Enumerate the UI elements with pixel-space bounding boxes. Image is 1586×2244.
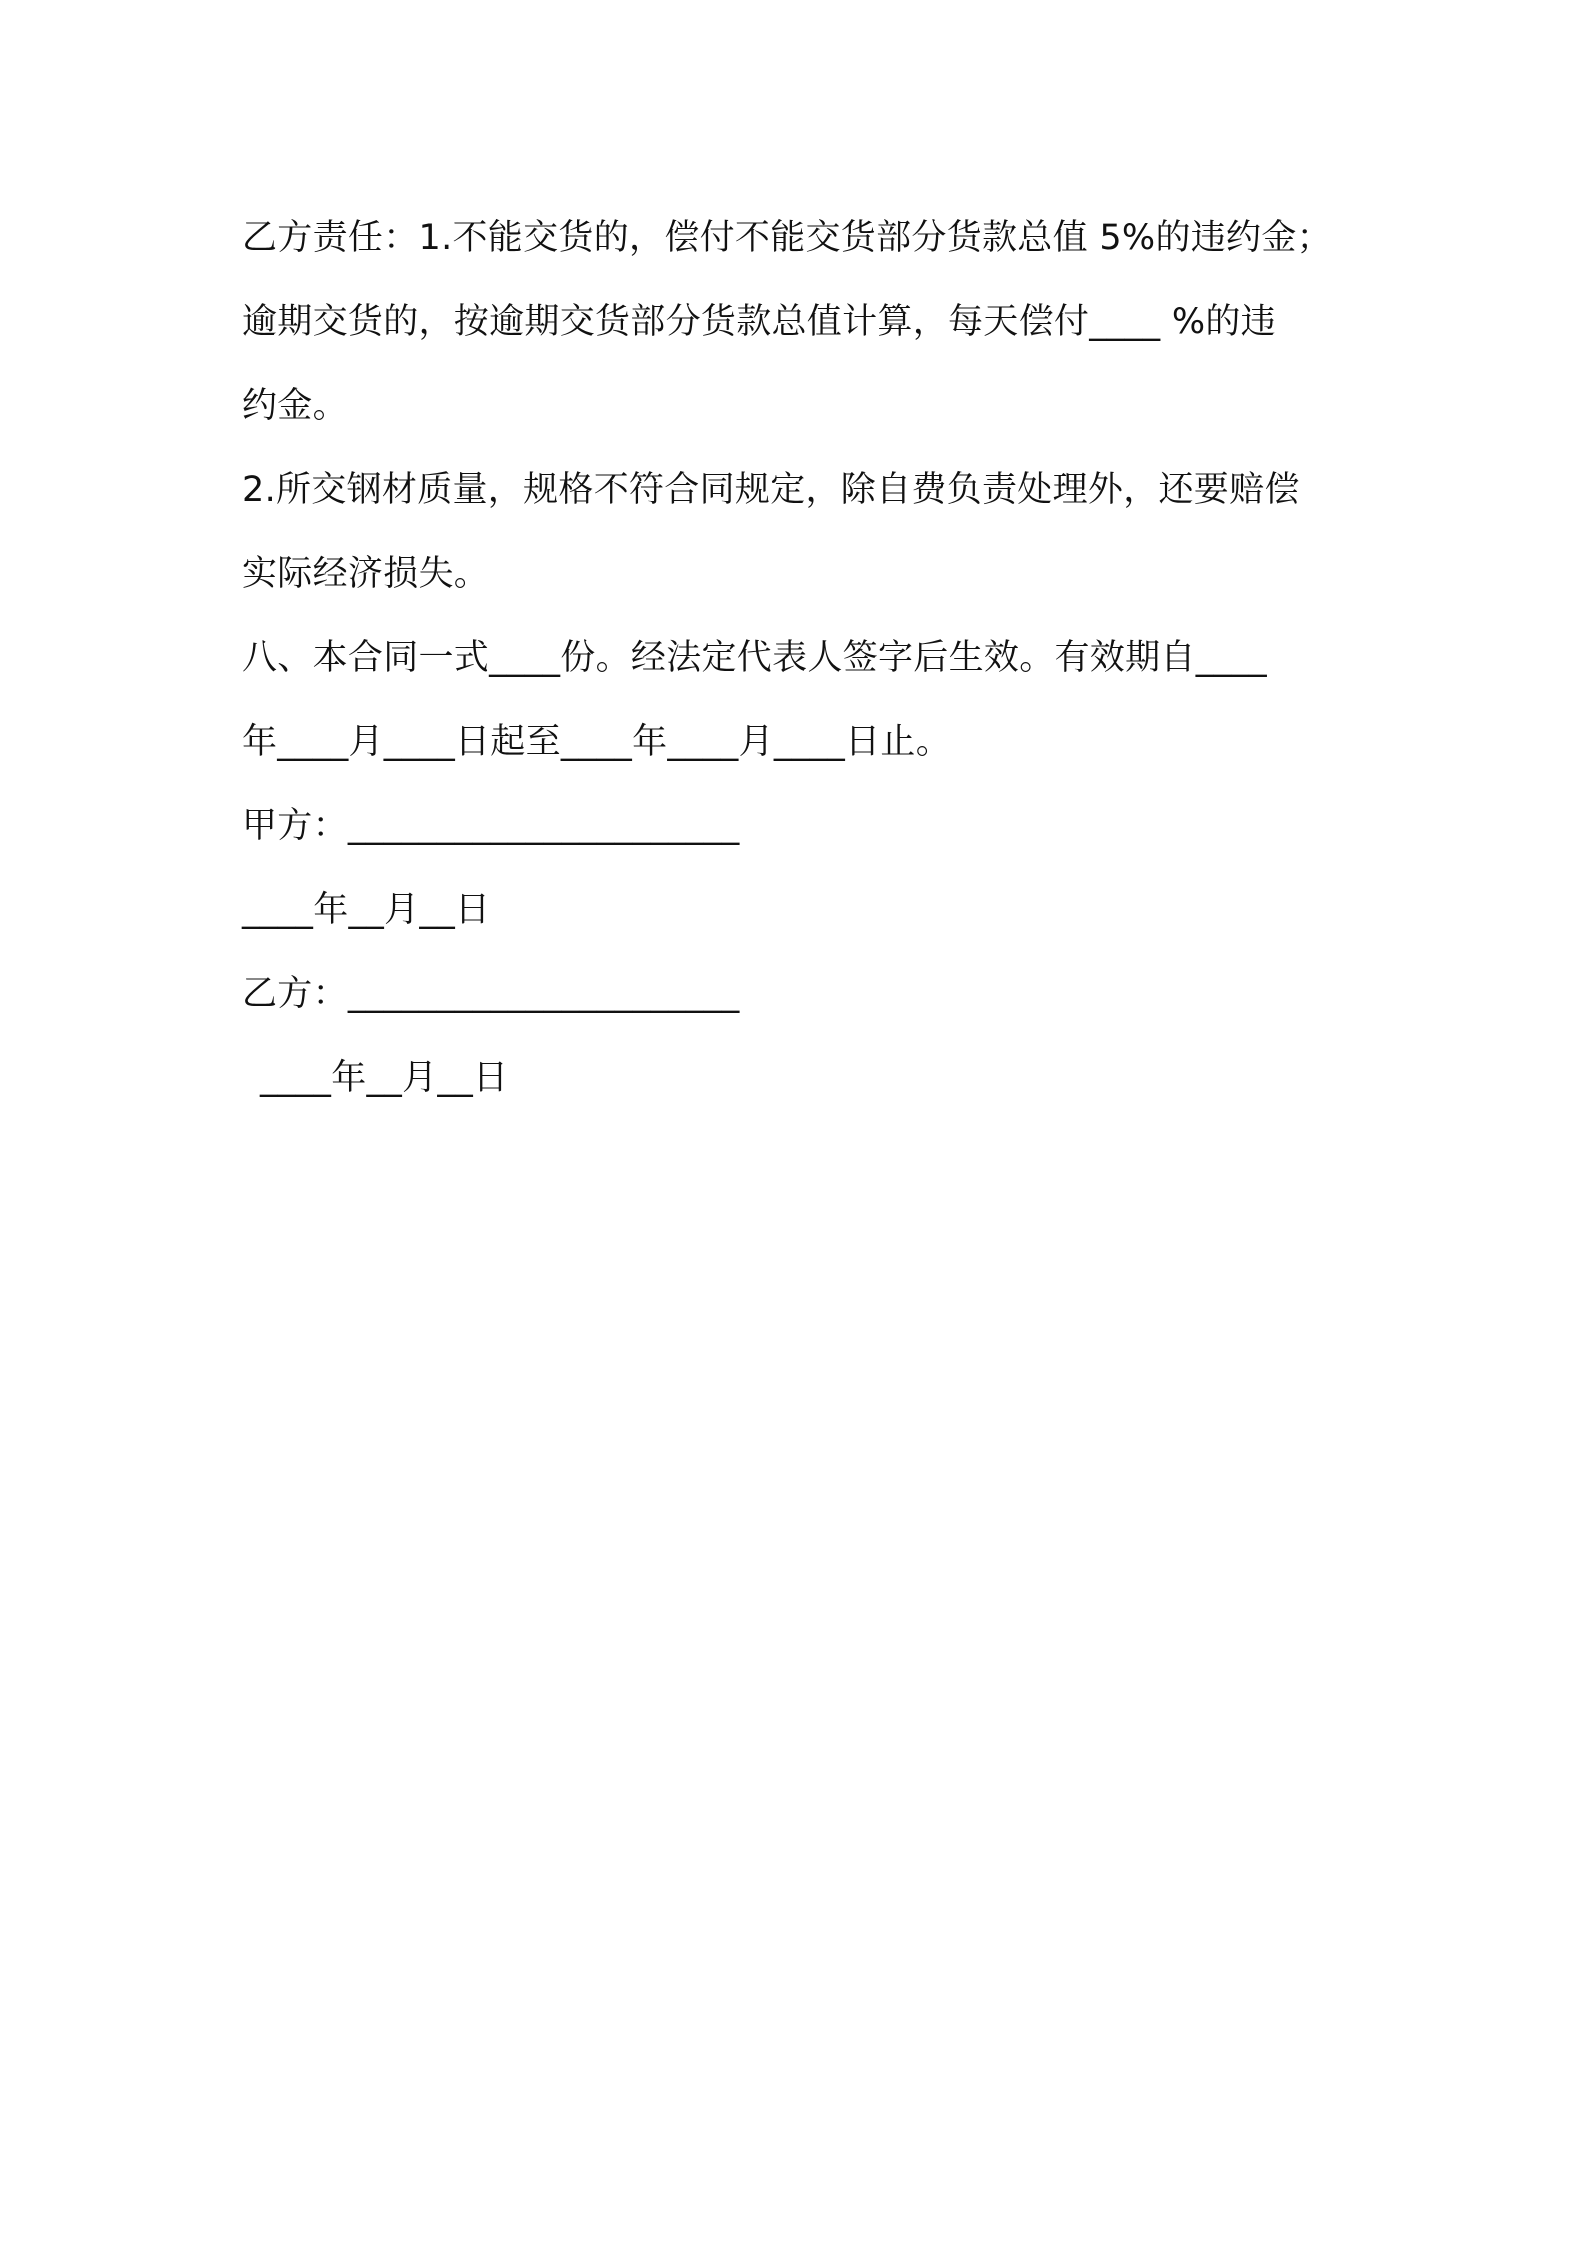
party-b-liability-line-2: 逾期交货的，按逾期交货部分货款总值计算，每天偿付____ %的违 xyxy=(242,302,1276,342)
party-b-date-line: ____年__月__日 xyxy=(260,1058,509,1098)
party-b-liability-line-1: 乙方责任：1.不能交货的，偿付不能交货部分货款总值 5%的违约金； xyxy=(242,218,1332,258)
clause-eight-line-2: 年____月____日起至____年____月____日止。 xyxy=(242,722,952,762)
party-a-date-line: ____年__月__日 xyxy=(242,890,491,930)
party-b-signature-line: 乙方：______________________ xyxy=(242,974,740,1014)
quality-clause-line-1: 2.所交钢材质量，规格不符合同规定，除自费负责处理外，还要赔偿 xyxy=(242,470,1300,510)
party-b-liability-line-3: 约金。 xyxy=(242,386,348,426)
quality-clause-line-2: 实际经济损失。 xyxy=(242,554,490,594)
clause-eight-line-1: 八、本合同一式____份。经法定代表人签字后生效。有效期自____ xyxy=(242,638,1267,678)
document-body xyxy=(242,196,1382,1120)
party-a-signature-line: 甲方：______________________ xyxy=(242,806,740,846)
